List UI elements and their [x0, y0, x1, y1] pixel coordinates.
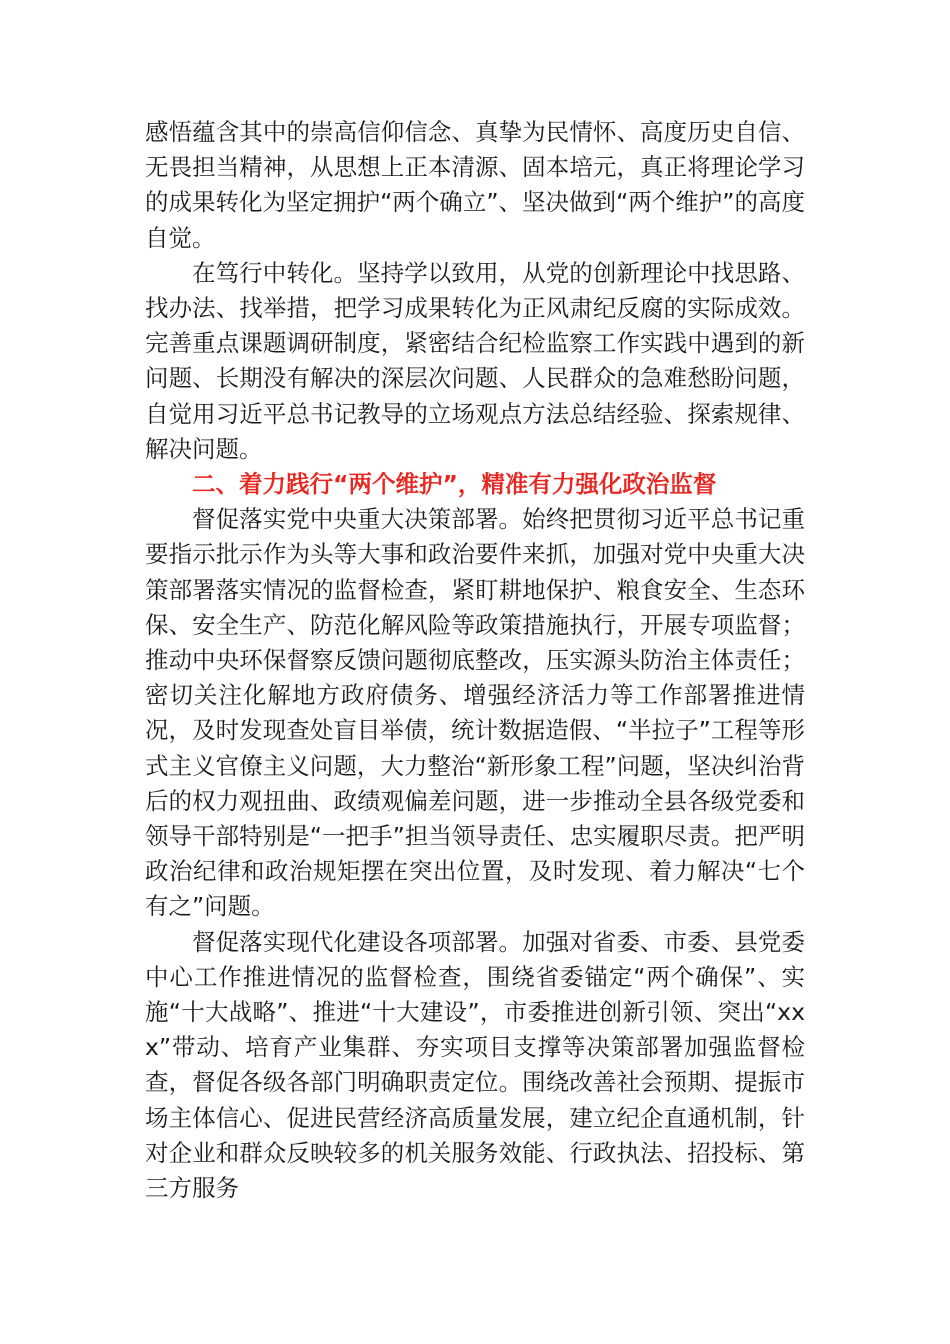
document-body [145, 115, 805, 1206]
paragraph-continuation: 感悟蕴含其中的崇高信仰信念、真挚为民情怀、高度历史自信、无畏担当精神，从思想上正本清源、固本培元，真正将理论学习的成果转化为坚定拥护“两个确立”、坚决做到“两个维护”的高度自觉。 [145, 118, 805, 252]
paragraph-practice-transformation: 在笃行中转化。坚持学以致用，从党的创新理论中找思路、找办法、找举措，把学习成果转化为正风肃纪反腐的实际成效。完善重点课题调研制度，紧密结合纪检监察工作实践中遇到的新问题、长期没有解决的深层次问题、人民群众的急难愁盼问题，自觉用习近平总书记教导的立场观点方法总结经验、探索规律、解决问题。 [145, 258, 805, 463]
paragraph-modernization: 督促落实现代化建设各项部署。加强对省委、市委、县党委中心工作推进情况的监督检查，围绕省委锚定“两个确保”、实施“十大战略”、推进“十大建设”，市委推进创新引领、突出“xxx”带动、培育产业集群、夯实项目支撑等决策部署加强监督检查，督促各级各部门明确职责定位。围绕改善社会预期、提振市场主体信心、促进民营经济高质量发展，建立纪企直通机制，针对企业和群众反映较多的机关服务效能、行政执法、招投标、第三方服务 [145, 927, 805, 1203]
paragraph-central-decisions: 督促落实党中央重大决策部署。始终把贯彻习近平总书记重要指示批示作为头等大事和政治要件来抓，加强对党中央重大决策部署落实情况的监督检查，紧盯耕地保护、粮食安全、生态环保、安全生产、防范化解风险等政策措施执行，开展专项监督；推动中央环保督察反馈问题彻底整改，压实源头防治主体责任；密切关注化解地方政府债务、增强经济活力等工作部署推进情况，及时发现查处盲目举债，统计数据造假、“半拉子”工程等形式主义官僚主义问题，大力整治“新形象工程”问题，坚决纠治背后的权力观扭曲、政绩观偏差问题，进一步推动全县各级党委和领导干部特别是“一把手”担当领导责任、忠实履职尽责。把严明政治纪律和政治规矩摆在突出位置，及时发现、着力解决“七个有之”问题。 [145, 505, 805, 921]
section-heading: 二、着力践行“两个维护”，精准有力强化政治监督 [192, 470, 717, 499]
